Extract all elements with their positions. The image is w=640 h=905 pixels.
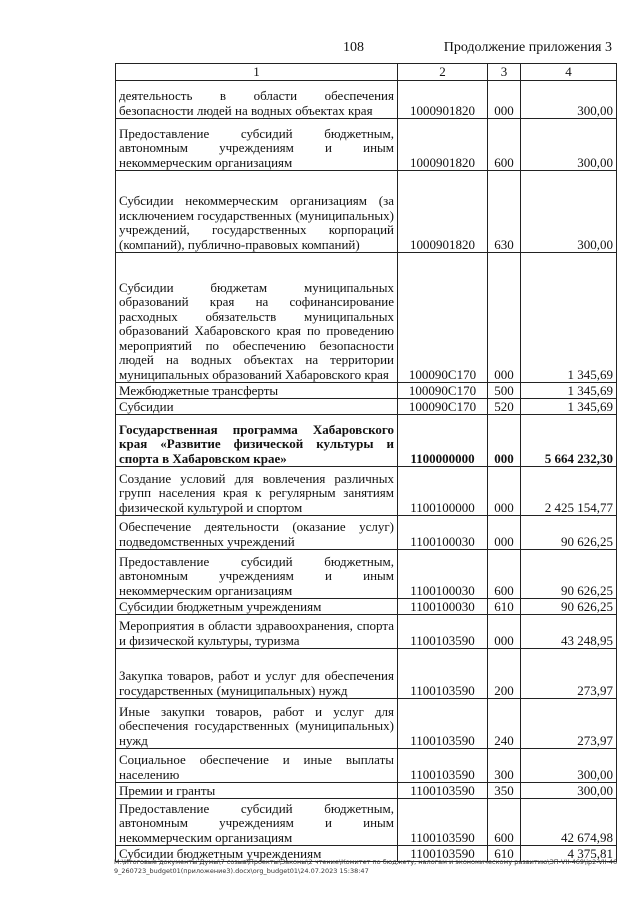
row-amount: 273,97 [521, 649, 617, 699]
column-header: 2 [398, 64, 488, 81]
column-header: 4 [521, 64, 617, 81]
row-amount: 42 674,98 [521, 799, 617, 846]
row-code: 100090С170 [398, 383, 488, 399]
row-type: 350 [488, 783, 521, 799]
row-type: 000 [488, 81, 521, 119]
table-row [116, 550, 617, 599]
row-code: 1100103590 [398, 615, 488, 649]
table-header-row [116, 64, 617, 81]
row-amount: 90 626,25 [521, 550, 617, 599]
table-row [116, 81, 617, 119]
row-type: 610 [488, 599, 521, 615]
row-code: 1000901820 [398, 81, 488, 119]
table-row [116, 399, 617, 415]
row-code: 1100103590 [398, 783, 488, 799]
row-amount: 300,00 [521, 171, 617, 253]
row-amount: 2 425 154,77 [521, 467, 617, 516]
table-row [116, 615, 617, 649]
row-type: 000 [488, 615, 521, 649]
row-code: 1100100030 [398, 516, 488, 550]
budget-table [115, 63, 617, 862]
row-name: Государственная программа Хабаровского края «Развитие физической культуры и спорта в Хабаровском крае» [116, 415, 398, 467]
row-type: 000 [488, 415, 521, 467]
row-name: Создание условий для вовлечения различных групп населения края к регулярным занятиям физической культурой и спортом [116, 467, 398, 516]
row-type: 300 [488, 749, 521, 783]
column-header: 1 [116, 64, 398, 81]
row-type: 610 [488, 846, 521, 862]
table-row [116, 119, 617, 171]
table-row-program [116, 415, 617, 467]
row-code: 1100103590 [398, 749, 488, 783]
page-number: 108 [343, 40, 364, 55]
table-row [116, 516, 617, 550]
row-code: 1000901820 [398, 171, 488, 253]
row-amount: 43 248,95 [521, 615, 617, 649]
document-file-path: M:\Итоговые документы Думы\7 созыв\Проекты\Законы\2 чтение\Комитет по бюджету, налогам и экономическому развитию\ЗП-VII-469\ip2-VII-469_260723_budget01(приложение3).docx\org_budget01\24.07.2023 15:38:47 [114, 858, 618, 875]
row-name: Субсидии бюджетным учреждениям [116, 599, 398, 615]
row-type: 500 [488, 383, 521, 399]
row-name: Предоставление субсидий бюджетным, автономным учреждениям и иным некоммерческим организациям [116, 119, 398, 171]
row-name: Субсидии бюджетным учреждениям [116, 846, 398, 862]
row-name: деятельность в области обеспечения безопасности людей на водных объектах края [116, 81, 398, 119]
row-amount: 300,00 [521, 81, 617, 119]
row-code: 1100103590 [398, 649, 488, 699]
row-code: 1000901820 [398, 119, 488, 171]
row-amount: 300,00 [521, 749, 617, 783]
row-type: 600 [488, 119, 521, 171]
row-code: 100090С170 [398, 399, 488, 415]
row-type: 600 [488, 799, 521, 846]
row-type: 000 [488, 253, 521, 383]
table-row [116, 599, 617, 615]
row-name: Социальное обеспечение и иные выплаты населению [116, 749, 398, 783]
row-type: 000 [488, 516, 521, 550]
row-name: Предоставление субсидий бюджетным, автономным учреждениям и иным некоммерческим организациям [116, 550, 398, 599]
table-row [116, 799, 617, 846]
row-name: Предоставление субсидий бюджетным, автономным учреждениям и иным некоммерческим организациям [116, 799, 398, 846]
row-name: Иные закупки товаров, работ и услуг для обеспечения государственных (муниципальных) нужд [116, 699, 398, 749]
row-amount: 273,97 [521, 699, 617, 749]
column-header: 3 [488, 64, 521, 81]
row-code: 1100100030 [398, 550, 488, 599]
row-amount: 5 664 232,30 [521, 415, 617, 467]
appendix-continuation-label: Продолжение приложения 3 [443, 40, 612, 55]
row-code: 1100103590 [398, 846, 488, 862]
table-row [116, 699, 617, 749]
row-code: 1100000000 [398, 415, 488, 467]
row-code: 1100100000 [398, 467, 488, 516]
table-row [116, 171, 617, 253]
row-code: 1100103590 [398, 699, 488, 749]
row-type: 630 [488, 171, 521, 253]
table-row [116, 467, 617, 516]
row-name: Закупка товаров, работ и услуг для обеспечения государственных (муниципальных) нужд [116, 649, 398, 699]
row-name: Субсидии бюджетам муниципальных образований края на софинансирование расходных обязательств муниципальных образований Хабаровского края по проведению мероприятий по обеспечению безопасности людей на водных объектах на территории муниципальных образований Хабаровского края [116, 253, 398, 383]
row-amount: 300,00 [521, 783, 617, 799]
row-name: Субсидии [116, 399, 398, 415]
row-type: 000 [488, 467, 521, 516]
table-row [116, 749, 617, 783]
row-name: Мероприятия в области здравоохранения, спорта и физической культуры, туризма [116, 615, 398, 649]
row-name: Обеспечение деятельности (оказание услуг) подведомственных учреждений [116, 516, 398, 550]
row-type: 240 [488, 699, 521, 749]
row-code: 1100103590 [398, 799, 488, 846]
row-type: 520 [488, 399, 521, 415]
row-amount: 90 626,25 [521, 516, 617, 550]
row-amount: 1 345,69 [521, 253, 617, 383]
row-amount: 1 345,69 [521, 399, 617, 415]
row-amount: 1 345,69 [521, 383, 617, 399]
row-amount: 4 375,81 [521, 846, 617, 862]
row-name: Премии и гранты [116, 783, 398, 799]
table-row [116, 253, 617, 383]
table-row [116, 783, 617, 799]
row-code: 1100100030 [398, 599, 488, 615]
row-name: Межбюджетные трансферты [116, 383, 398, 399]
table-row [116, 649, 617, 699]
row-type: 200 [488, 649, 521, 699]
table-row [116, 383, 617, 399]
row-amount: 300,00 [521, 119, 617, 171]
row-amount: 90 626,25 [521, 599, 617, 615]
row-name: Субсидии некоммерческим организациям (за исключением государственных (муниципальных) учреждений, государственных корпораций (компаний), публично-правовых компаний) [116, 171, 398, 253]
row-code: 100090С170 [398, 253, 488, 383]
row-type: 600 [488, 550, 521, 599]
